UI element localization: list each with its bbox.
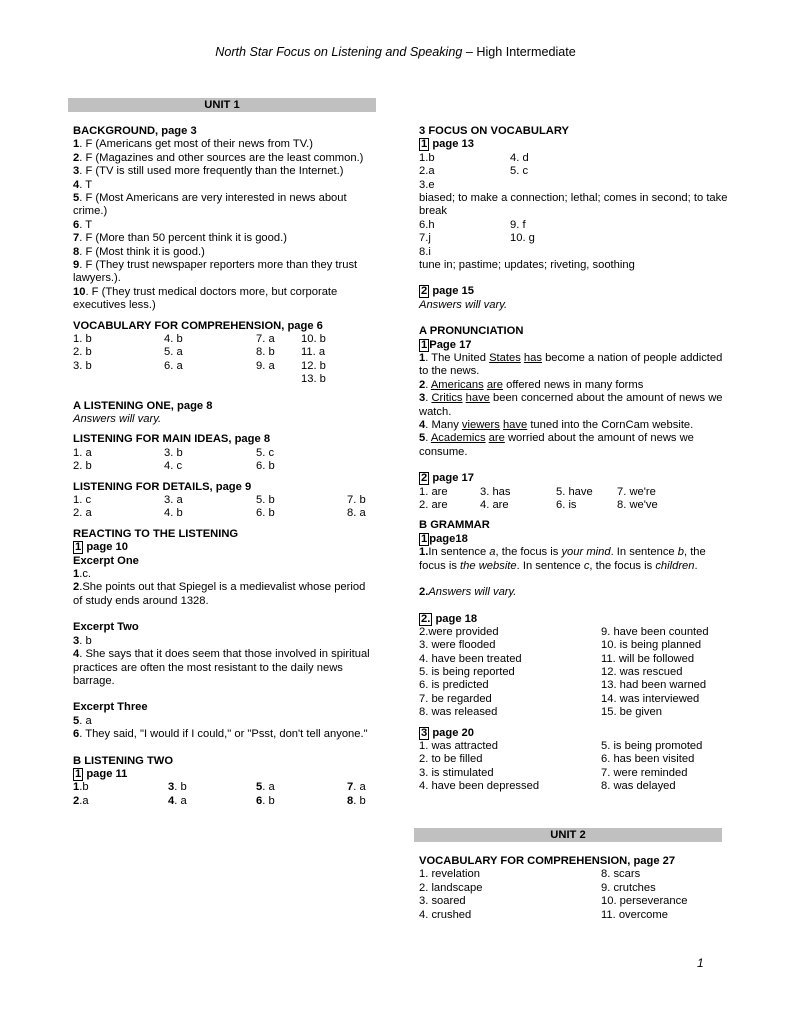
pron-row [419,499,729,512]
vocab2-row [419,882,729,895]
main-ideas-title: LISTENING FOR MAIN IDEAS, page 8 [73,433,271,446]
background-item [73,165,373,178]
cell-answer: . a [353,781,366,794]
grammar-page20 [419,727,729,740]
grammar2-cell: 9. have been counted [601,625,709,638]
listening-two-page [73,768,373,781]
cell-number: 7 [347,781,354,794]
vocab2-cell: 1. revelation [419,868,480,881]
details-cell: 4. b [164,507,183,520]
cell-number: 3 [168,781,175,794]
vocab2-grid [419,868,729,922]
details-cell: 2. a [73,507,92,520]
grammar3-cell: 5. is being promoted [601,740,703,753]
pron-cell: 3. has [480,485,511,498]
grammar3-cell: 1. was attracted [419,740,498,753]
details-cell: 3. a [164,494,183,507]
focus-vocab1-cell: 5. c [510,165,529,178]
focus-vocab-grid2 [419,219,729,246]
excerpt2-title: Excerpt Two [73,621,139,634]
listening-two-title: B LISTENING TWO [73,754,174,767]
vocab1-cell: 4. b [164,333,183,346]
grammar3-row [419,780,729,793]
pron-page2: page 17 [429,472,475,485]
background-item [73,192,373,219]
pron-s1: 1. The United States has become a nation of people addicted to the news. [419,352,723,378]
cell-answer: . b [353,794,366,807]
vocab2-row [419,909,729,922]
background-item [73,219,373,232]
focus-page1: page 13 [429,138,475,151]
right-column [419,125,729,794]
grammar2-row [419,693,729,706]
unit2-bar [414,828,722,842]
details-cell: 6. b [256,507,275,520]
focus-box2: 2 [421,285,428,298]
pron-s5: 5. Academics are worried about the amount of news we consume. [419,432,694,458]
grammar2-cell: 2.were provided [419,625,499,638]
main-ideas-cell: 6. b [256,460,275,473]
vocab2-cell: 2. landscape [419,881,483,894]
vocab2-row [419,895,729,908]
grammar3-row [419,753,729,766]
pron-grid [419,486,729,513]
pron-page1: Page 17 [429,338,472,351]
vocab2-cell: 4. crushed [419,908,472,921]
vocab2-cell: 9. crutches [601,881,656,894]
grammar2-row [419,626,729,639]
main-ideas-row [73,447,373,460]
unit1-bar [68,98,376,112]
background-item [73,138,373,151]
cell-answer: .a [79,794,89,807]
item-number: 7 [73,232,80,245]
vocab2-cell: 3. soared [419,895,466,908]
focus-vocab2-row [419,232,729,245]
vocab1-row [73,333,373,346]
cell-number: 8 [347,794,354,807]
listening-two-row [73,781,373,794]
main-ideas-cell: 5. c [256,446,275,459]
item-text: . F (Most Americans are very interested in news about crime.) [73,192,347,218]
focus-vocab-page15 [419,285,729,298]
cell-answer: .b [79,781,89,794]
grammar2-cell: 8. was released [419,706,498,719]
vocab1-cell: 1. b [73,333,92,346]
focus-vocab2-cell: 10. g [510,232,535,245]
details-cell: 7. b [347,494,366,507]
focus-vocab1-cell: 1.b [419,151,435,164]
vocab1-cell: 2. b [73,346,92,359]
details-row [73,494,373,507]
excerpt3-b: 6. They said, "I would if I could," or "Psst, don't tell anyone." [73,728,368,741]
vocab1-cell: 7. a [256,333,275,346]
header-subtitle: – High Intermediate [462,45,576,59]
item-text: . T [79,218,93,231]
details-row [73,507,373,520]
listening-two-cell [73,795,89,808]
pron-s3: 3. Critics have been concerned about the amount of news we watch. [419,392,723,418]
page-number: 1 [697,956,704,970]
excerpt1-title: Excerpt One [73,554,139,567]
item-text: . F (TV is still used more frequently than the Internet.) [79,165,344,178]
details-cell: 5. b [256,494,275,507]
pron-s2: 2. Americans are offered news in many forms [419,378,644,391]
grammar2-cell: 4. have been treated [419,652,522,665]
cell-number: 4 [168,794,175,807]
grammar-grid3 [419,740,729,794]
cell-answer: . a [262,781,275,794]
unit1-label: UNIT 1 [204,99,240,111]
background-item [73,246,373,259]
vocab1-row [73,373,373,386]
grammar-title: B GRAMMAR [419,519,490,532]
listening-two-cell [347,795,366,808]
grammar-page2: page 18 [432,612,478,625]
background-item [73,179,373,192]
grammar2-cell: 10. is being planned [601,639,702,652]
grammar2-row [419,653,729,666]
main-ideas-cell: 3. b [164,446,183,459]
cell-answer: . b [262,794,275,807]
pron-cell: 7. we're [617,485,656,498]
vocab1-cell: 10. b [301,333,326,346]
reacting-page-label: page 10 [83,541,129,554]
item-text: . F (They trust newspaper reporters more than they trust lawyers.). [73,259,358,285]
focus-line3: biased; to make a connection; lethal; comes in second; to take break [419,192,728,218]
grammar2-cell: 13. had been warned [601,679,707,692]
pronunciation-title: A PRONUNCIATION [419,325,524,338]
left-column [73,125,373,808]
details-cell: 8. a [347,507,366,520]
item-text: . F (More than 50 percent think it is good.) [79,232,287,245]
pron-s4: 4. Many viewers have tuned into the CornCam website. [419,419,694,432]
vocab1-cell: 6. a [164,359,183,372]
focus-vocab2-cell: 7.j [419,232,431,245]
main-ideas-cell: 2. b [73,460,92,473]
listening-two-cell [73,781,89,794]
item-number: 6 [73,218,80,231]
grammar-box1: 1 [421,532,428,545]
focus-vocab-grid1 [419,152,729,179]
grammar3-cell: 7. were reminded [601,766,688,779]
item-number: 4 [73,178,80,191]
pron-cell: 1. are [419,485,448,498]
grammar-page18b [419,613,729,626]
cell-number: 2 [73,794,80,807]
unit2-column [419,855,729,922]
focus-vocab1-row [419,165,729,178]
grammar-p1: 1.In sentence a, the focus is your mind. In sentence b, the focus is the website. In sentence c, the focus is children. [419,546,706,572]
focus-vocab2-cell: 6.h [419,218,435,231]
vocab2-title: VOCABULARY FOR COMPREHENSION, page 27 [419,855,676,867]
vocab2-cell: 8. scars [601,868,641,881]
pron-cell: 8. we've [617,499,658,512]
background-item [73,286,373,313]
listening-two-cell [168,781,187,794]
pron-box1: 1 [421,338,428,351]
grammar-page3: page 20 [429,726,475,739]
grammar2-cell: 7. be regarded [419,692,492,705]
grammar2-cell: 12. was rescued [601,666,683,679]
pron-row [419,486,729,499]
pronunciation-page17b [419,472,729,485]
focus-item8: 8.i [419,245,431,258]
grammar-box3: 3 [421,726,428,739]
focus-vocab1-row [419,152,729,165]
cell-number: 1 [73,781,80,794]
focus-vocab-title: 3 FOCUS ON VOCABULARY [419,125,570,137]
pron-cell: 5. have [556,485,593,498]
excerpt3-a: 5. a [73,714,92,727]
vocab2-cell: 11. overcome [601,908,668,921]
item-number: 1 [73,138,80,151]
page-header [0,46,791,59]
vocab1-cell: 8. b [256,346,275,359]
cell-answer: . b [174,781,187,794]
vocab2-cell: 10. perseverance [601,895,688,908]
pronunciation-page17 [419,339,729,352]
details-grid [73,494,373,521]
grammar2-cell: 11. will be followed [601,652,695,665]
grammar3-row [419,767,729,780]
grammar2-cell: 5. is being reported [419,666,515,679]
background-list [73,138,373,312]
vocab1-cell: 12. b [301,359,326,372]
listening-two-cell [347,781,366,794]
vocab1-grid [73,333,373,387]
item-number: 10 [73,285,86,298]
grammar3-cell: 6. has been visited [601,753,695,766]
excerpt1-b: 2.She points out that Spiegel is a medievalist whose period of study ends around 1328. [73,581,366,607]
details-title: LISTENING FOR DETAILS, page 9 [73,480,252,493]
item-number: 5 [73,192,80,205]
background-item [73,152,373,165]
item-text: . F (Americans get most of their news from TV.) [79,138,314,151]
background-item [73,259,373,286]
item-text: . F (Magazines and other sources are the least common.) [79,151,364,164]
vocab1-row [73,360,373,373]
background-item [73,232,373,245]
details-cell: 1. c [73,494,92,507]
excerpt2-b: 4. She says that it does seem that those involved in spiritual practices are often the most resistant to the daily news barrage. [73,648,370,687]
grammar2-cell: 6. is predicted [419,679,489,692]
grammar2-row [419,706,729,719]
reacting-box: 1 [75,541,82,554]
listening-two-row [73,795,373,808]
focus-box1: 1 [421,138,428,151]
grammar-page18 [419,533,729,546]
grammar2-row [419,666,729,679]
item-text: . F (Most think it is good.) [79,245,205,258]
focus-vocab2-row [419,219,729,232]
focus-vocab-page13 [419,138,729,151]
main-ideas-row [73,460,373,473]
reacting-page [73,541,373,554]
pron-cell: 2. are [419,499,448,512]
focus-answer2: Answers will vary. [419,298,508,311]
main-ideas-grid [73,447,373,474]
grammar-grid2 [419,626,729,720]
reacting-title: REACTING TO THE LISTENING [73,527,239,540]
excerpt1-a: 1.c. [73,568,92,581]
item-number: 2 [73,151,80,164]
grammar2-row [419,679,729,692]
grammar2-cell: 14. was interviewed [601,692,700,705]
pron-box2: 2 [421,472,428,485]
listening-two-grid [73,781,373,808]
item-text: . F (They trust medical doctors more, but corporate executives less.) [73,285,338,312]
grammar3-cell: 4. have been depressed [419,780,540,793]
grammar-page1: page18 [429,532,468,545]
grammar-p2: 2.Answers will vary. [419,586,517,599]
grammar3-cell: 8. was delayed [601,780,676,793]
focus-vocab2-cell: 9. f [510,218,526,231]
background-title: BACKGROUND, page 3 [73,125,197,137]
item-number: 3 [73,165,80,178]
cell-number: 6 [256,794,263,807]
listening-one-answer: Answers will vary. [73,413,162,426]
grammar3-cell: 3. is stimulated [419,766,494,779]
listening-two-box: 1 [75,767,82,780]
cell-answer: . a [174,794,187,807]
vocab1-title: VOCABULARY FOR COMPREHENSION, page 6 [73,319,323,332]
vocab1-cell: 11. a [301,346,326,359]
focus-line8: tune in; pastime; updates; riveting, soothing [419,259,635,271]
excerpt3-title: Excerpt Three [73,701,148,714]
item-text: . T [79,178,93,191]
grammar3-row [419,740,729,753]
listening-two-cell [256,781,275,794]
vocab1-row [73,346,373,359]
vocab2-row [419,868,729,881]
focus-page2: page 15 [429,285,475,298]
item-number: 8 [73,245,80,258]
focus-item3: 3.e [419,178,435,191]
vocab1-cell: 9. a [256,359,275,372]
focus-vocab1-cell: 4. d [510,151,529,164]
grammar2-cell: 15. be given [601,706,662,719]
grammar3-cell: 2. to be filled [419,753,483,766]
listening-one-title: A LISTENING ONE, page 8 [73,399,213,412]
listening-two-cell [168,795,187,808]
unit2-label: UNIT 2 [550,829,586,841]
pron-cell: 4. are [480,499,509,512]
main-ideas-cell: 4. c [164,460,183,473]
listening-two-page-label: page 11 [83,767,128,780]
listening-two-cell [256,795,275,808]
header-title: North Star Focus on Listening and Speaking [215,45,463,59]
item-number: 9 [73,259,80,272]
grammar2-cell: 3. were flooded [419,639,496,652]
vocab1-cell: 3. b [73,359,92,372]
grammar2-row [419,639,729,652]
pron-cell: 6. is [556,499,577,512]
excerpt2-a: 3. b [73,634,92,647]
grammar-box2: 2. [421,612,431,625]
vocab1-cell: 13. b [301,373,326,386]
cell-number: 5 [256,781,263,794]
focus-vocab1-cell: 2.a [419,165,435,178]
vocab1-cell: 5. a [164,346,183,359]
main-ideas-cell: 1. a [73,446,92,459]
